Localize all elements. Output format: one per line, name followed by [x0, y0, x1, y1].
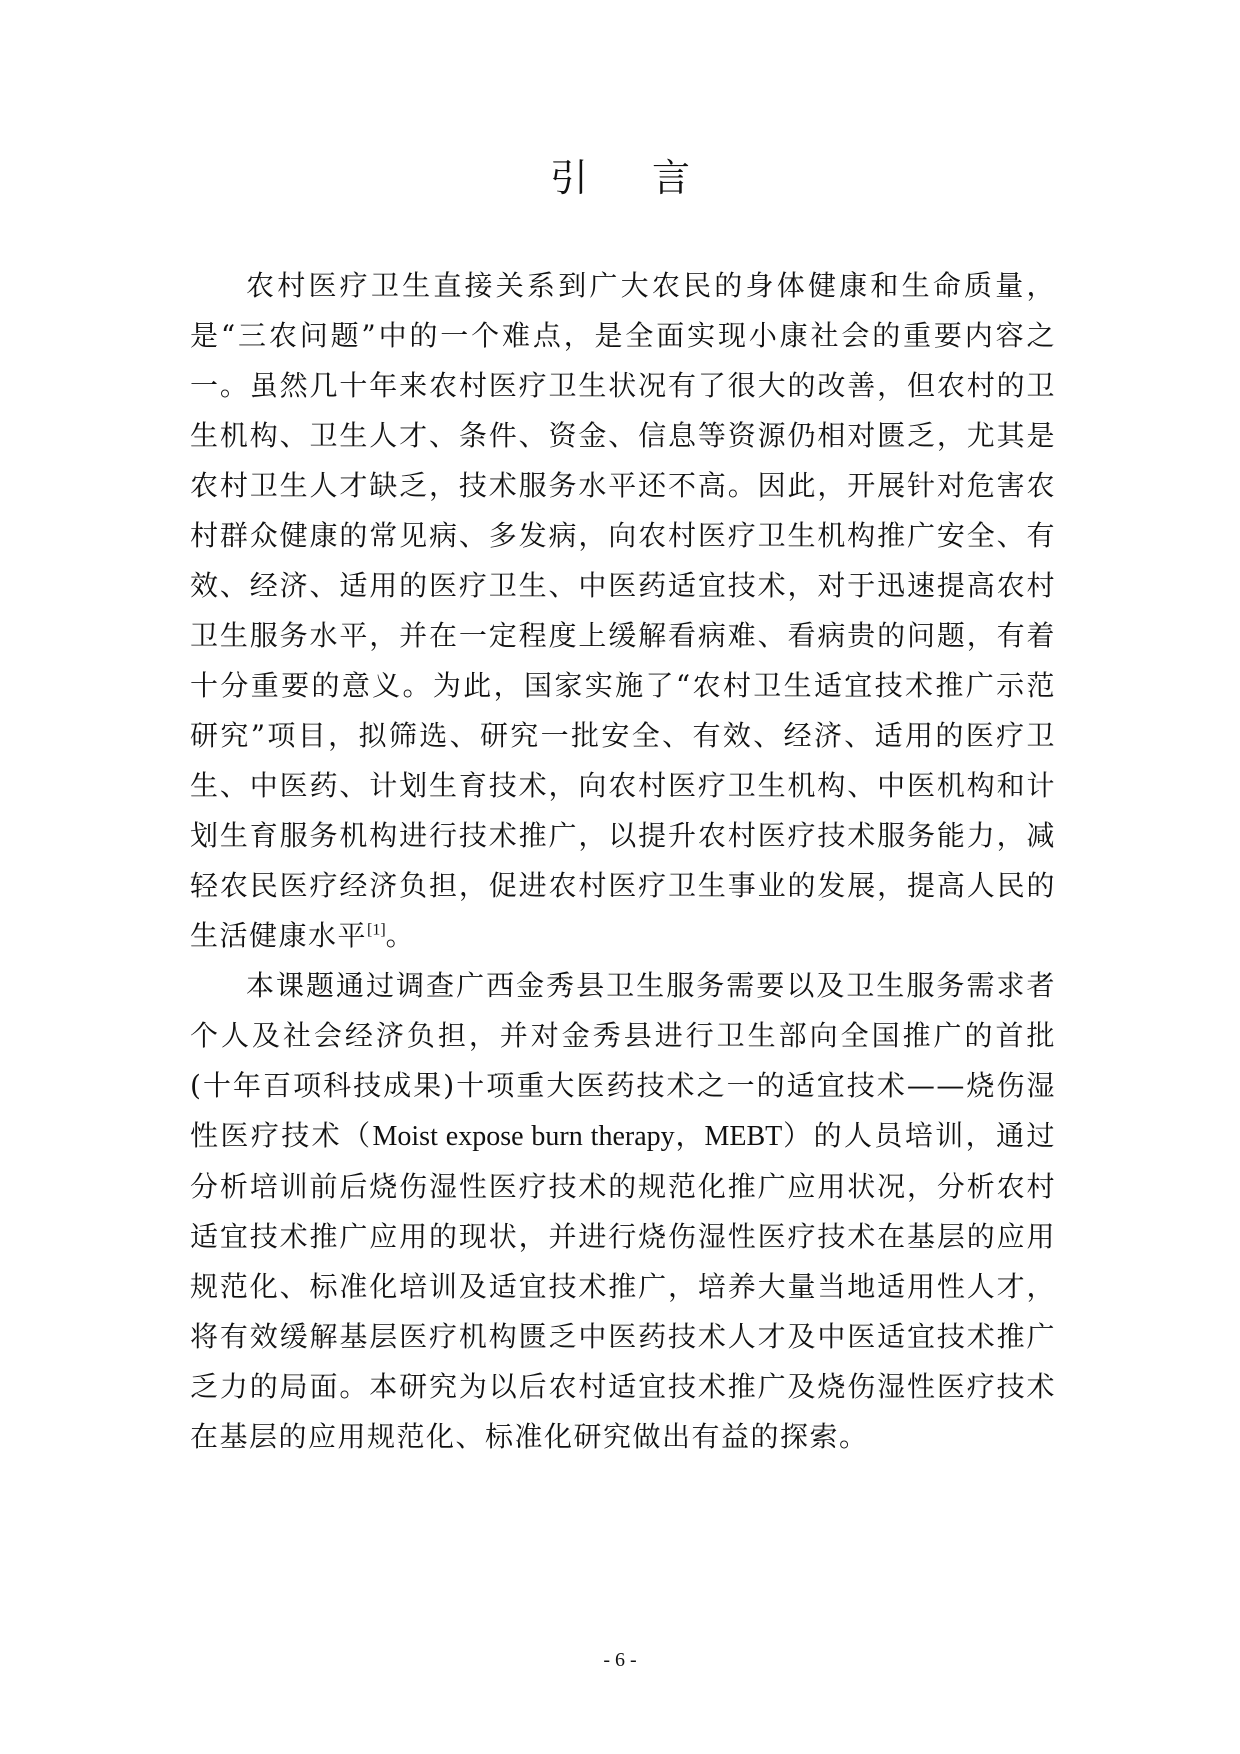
paragraph-2-text-a: 本课题通过调查广西金秀县卫生服务需要以及卫生服务需求者个人及社会经济负担，并对金秀县进行卫生部向全国推广的首批(十年百项科技成果)十项重大医药技术之一的适宜技术——烧伤湿性医疗技术（ [190, 969, 1056, 1152]
page-number: - 6 - [603, 1649, 637, 1671]
citation-ref: [1] [367, 921, 386, 939]
paragraph-1-text: 农村医疗卫生直接关系到广大农民的身体健康和生命质量，是“三农问题”中的一个难点，是全面实现小康社会的重要内容之一。虽然几十年来农村医疗卫生状况有了很大的改善，但农村的卫生机构、卫生人才、条件、资金、信息等资源仍相对匮乏，尤其是农村卫生人才缺乏，技术服务水平还不高。因此，开展针对危害农村群众健康的常见病、多发病，向农村医疗卫生机构推广安全、有效、经济、适用的医疗卫生、中医药适宜技术，对于迅速提高农村卫生服务水平，并在一定程度上缓解看病难、看病贵的问题，有着十分重要的意义。为此，国家实施了“农村卫生适宜技术推广示范研究”项目，拟筛选、研究一批安全、有效、经济、适用的医疗卫生、中医药、计划生育技术，向农村医疗卫生机构、中医机构和计划生育服务机构进行技术推广，以提升农村医疗技术服务能力，减轻农民医疗经济负担，促进农村医疗卫生事业的发展，提高人民的生活健康水平 [190, 269, 1056, 952]
page-title: 引 言 [549, 156, 717, 200]
body-text [190, 261, 1056, 1462]
paragraph-2-text-b: ）的人员培训，通过分析培训前后烧伤湿性医疗技术的规范化推广应用状况，分析农村适宜技术推广应用的现状，并进行烧伤湿性医疗技术在基层的应用规范化、标准化培训及适宜技术推广，培养大量当地适用性人才，将有效缓解基层医疗机构匮乏中医药技术人才及中医适宜技术推广乏力的局面。本研究为以后农村适宜技术推广及烧伤湿性医疗技术在基层的应用规范化、标准化研究做出有益的探索。 [190, 1119, 1056, 1453]
paragraph-2-latin-term: Moist expose burn therapy，MEBT [372, 1121, 783, 1152]
paragraph-1 [190, 261, 1056, 961]
paragraph-1-ending: 。 [385, 919, 416, 952]
paragraph-2 [190, 961, 1056, 1462]
